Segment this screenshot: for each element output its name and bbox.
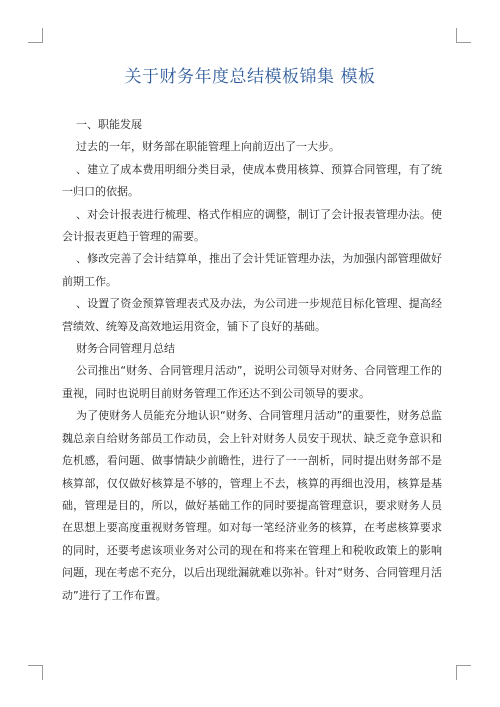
crop-mark-top-right [456, 28, 471, 43]
paragraph: 公司推出“财务、合同管理月活动”，说明公司领导对财务、合同管理工作的重视，同时也说明目前财务管理工作还达不到公司领导的要求。 [62, 364, 442, 400]
paragraph: 、对会计报表进行梳理、格式作相应的调整，制订了会计报表管理办法。使会计报表更趋于管理的需要。 [62, 207, 442, 244]
crop-mark-top-left [28, 28, 43, 43]
crop-mark-bottom-left [28, 665, 43, 680]
paragraph: 、建立了成本费用明细分类目录，使成本费用核算、预算合同管理，有了统一归口的依据。 [62, 162, 442, 199]
paragraph: 为了使财务人员能充分地认识“财务、合同管理月活动”的重要性，财务总监魏总亲自给财务部员工作动员，会上针对财务人员安于现状、缺乏竞争意识和危机感，看问题、做事情缺少前瞻性，进行了一一剖析，同时提出财务部不是核算部，仅仅做好核算是不够的，管理上不去，核算的再细也没用，核算是基础，管理是目的，所以，做好基础工作的同时要提高管理意识，要求财务人员在思想上要高度重视财务管理。如对每一笔经济业务的核算，在考虑核算要求的同时，还要考虑该项业务对公司的现在和将来在管理上和税收政策上的影响问题，现在考虑不充分，以后出现纰漏就难以弥补。针对“财务、合同管理月活动”进行了工作布置。 [62, 409, 442, 602]
section-heading-contract-management: 财务合同管理月总结 [76, 342, 175, 356]
document-title: 关于财务年度总结模板锦集 模板 [124, 67, 376, 87]
document-body [62, 114, 442, 607]
paragraph: 、修改完善了会计结算单，推出了会计凭证管理办法，为加强内部管理做好前期工作。 [62, 252, 442, 288]
crop-mark-bottom-right [456, 665, 471, 680]
paragraph: 、设置了资金预算管理表式及办法，为公司进一步规范目标化管理、提高经营绩效、统筹及高效地运用资金，铺下了良好的基础。 [62, 297, 442, 333]
paragraph: 过去的一年，财务部在职能管理上向前迈出了一大步。 [76, 140, 340, 154]
section-heading-functional-development: 一、职能发展 [76, 118, 142, 131]
